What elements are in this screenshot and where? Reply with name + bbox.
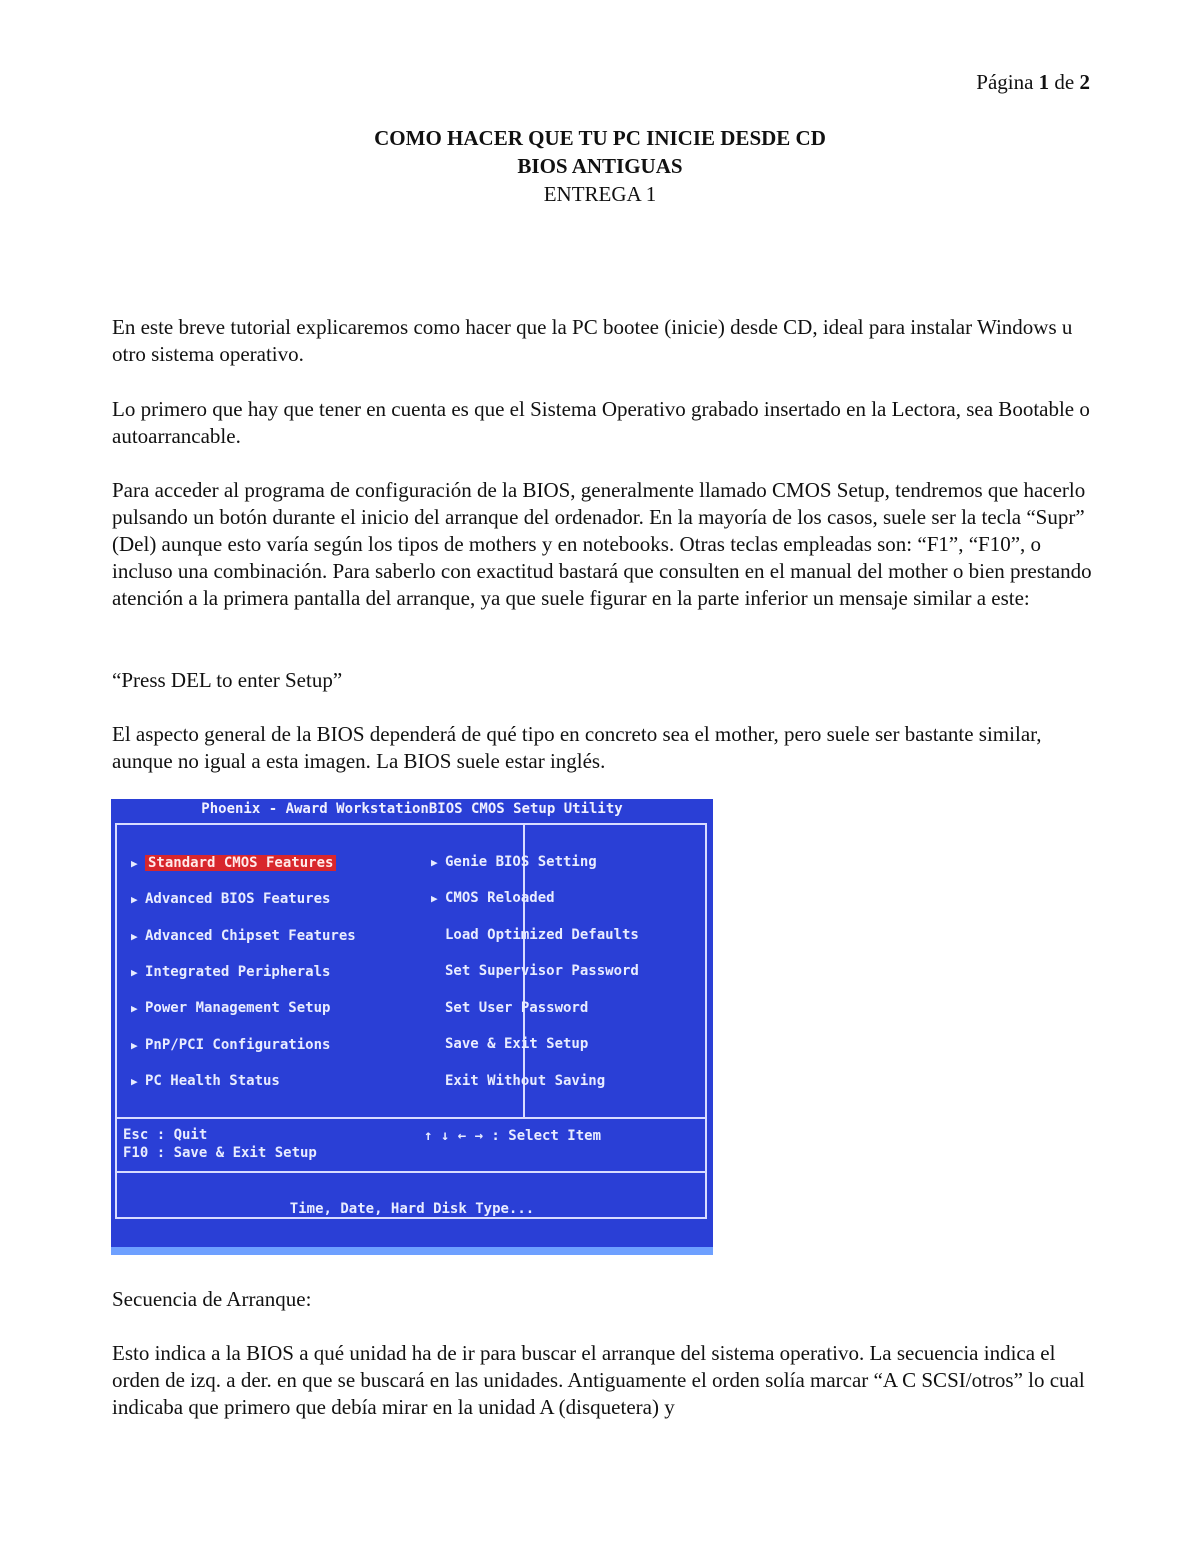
paragraph-bios-aspect: El aspecto general de la BIOS dependerá de qué tipo en concreto sea el mother, pero suele ser bastante similar, aunque no igual a esta imagen. La BIOS suele estar inglés. [112, 722, 1042, 773]
arrow-right-icon: ▶ [431, 892, 438, 905]
page-number [976, 70, 1090, 95]
bios-help-quit: Esc : Quit [123, 1127, 208, 1143]
bios-title: Phoenix - Award WorkstationBIOS CMOS Setup Utility [201, 801, 623, 817]
paragraph-boot-sequence: Esto indica a la BIOS a qué unidad ha de ir para buscar el arranque del sistema operativo. La secuencia indica el orden de izq. a der. en que se buscará en las unidades. Antiguamente el orden solía marcar “A C SCSI/otros” lo cual indicaba que primero que debía mirar en la unidad A (disquetera) y [112, 1341, 1085, 1419]
paragraph-intro: En este breve tutorial explicaremos como hacer que la PC bootee (inicie) desde CD, ideal para instalar Windows u otro sistema operativo. [112, 315, 1073, 366]
arrow-right-icon: ▶ [431, 856, 438, 869]
arrow-right-icon: ▶ [131, 857, 138, 870]
arrow-right-icon: ▶ [131, 930, 138, 943]
page-current: 1 [1038, 70, 1050, 94]
arrow-right-icon: ▶ [131, 1039, 138, 1052]
bios-item-power-management: ▶ Power Management Setup [131, 998, 330, 1018]
page-middle: de [1054, 70, 1075, 94]
bios-help-select-item: ↑ ↓ ← → : Select Item [424, 1128, 602, 1144]
bios-item-standard-cmos: ▶ Standard CMOS Features [131, 853, 336, 873]
bios-footer-hint: Time, Date, Hard Disk Type... [289, 1201, 535, 1217]
bios-item-pc-health: ▶ PC Health Status [131, 1071, 280, 1091]
bios-bottom-edge [111, 1247, 713, 1255]
paragraph-access-bios: Para acceder al programa de configuración de la BIOS, generalmente llamado CMOS Setup, tendremos que hacerlo pulsando un botón durante el inicio del arranque del ordenador. En la mayoría de los casos, suele ser la tecla “Supr” (Del) aunque esto varía según los tipos de mothers y en notebooks. Otras teclas empleadas son: “F1”, “F10”, o incluso una combinación. Para saberlo con exactitud bastará que consulten en el manual del mother o bien prestando atención a la primera pantalla del arranque, ya que suele figurar en la parte inferior un mensaje similar a este: [112, 478, 1092, 610]
bios-divider-help [115, 1117, 707, 1119]
bios-item-cmos-reloaded: ▶ CMOS Reloaded [431, 888, 555, 908]
bios-item-pnp-pci: ▶ PnP/PCI Configurations [131, 1035, 330, 1055]
bios-item-user-password: Set User Password [445, 1000, 589, 1016]
bios-item-genie-bios: ▶ Genie BIOS Setting [431, 852, 597, 872]
paragraph-boot-sequence-heading: Secuencia de Arranque: [112, 1287, 312, 1311]
arrow-right-icon: ▶ [131, 966, 138, 979]
paragraph-press-del: “Press DEL to enter Setup” [112, 668, 343, 692]
arrow-right-icon: ▶ [131, 893, 138, 906]
bios-item-advanced-bios: ▶ Advanced BIOS Features [131, 889, 330, 909]
paragraph-bootable: Lo primero que hay que tener en cuenta es que el Sistema Operativo grabado insertado en la Lectora, sea Bootable o autoarrancable. [112, 397, 1090, 448]
bios-item-advanced-chipset: ▶ Advanced Chipset Features [131, 926, 356, 946]
bios-divider-footer [115, 1171, 707, 1173]
title-line-2: BIOS ANTIGUAS [517, 154, 683, 178]
bios-item-save-exit: Save & Exit Setup [445, 1036, 589, 1052]
title-line-3: ENTREGA 1 [543, 182, 657, 206]
bios-item-load-defaults: Load Optimized Defaults [445, 927, 639, 943]
bios-item-integrated-peripherals: ▶ Integrated Peripherals [131, 962, 330, 982]
arrow-right-icon: ▶ [131, 1002, 138, 1015]
page-total: 2 [1079, 70, 1090, 94]
bios-help-save-exit: F10 : Save & Exit Setup [123, 1145, 317, 1161]
title-line-1: COMO HACER QUE TU PC INICIE DESDE CD [374, 126, 826, 150]
bios-screenshot [111, 799, 713, 1255]
arrow-right-icon: ▶ [131, 1075, 138, 1088]
page-prefix: Página [976, 70, 1034, 94]
document-title [0, 124, 1200, 208]
bios-item-exit-no-save: Exit Without Saving [445, 1073, 606, 1089]
bios-item-supervisor-password: Set Supervisor Password [445, 963, 639, 979]
